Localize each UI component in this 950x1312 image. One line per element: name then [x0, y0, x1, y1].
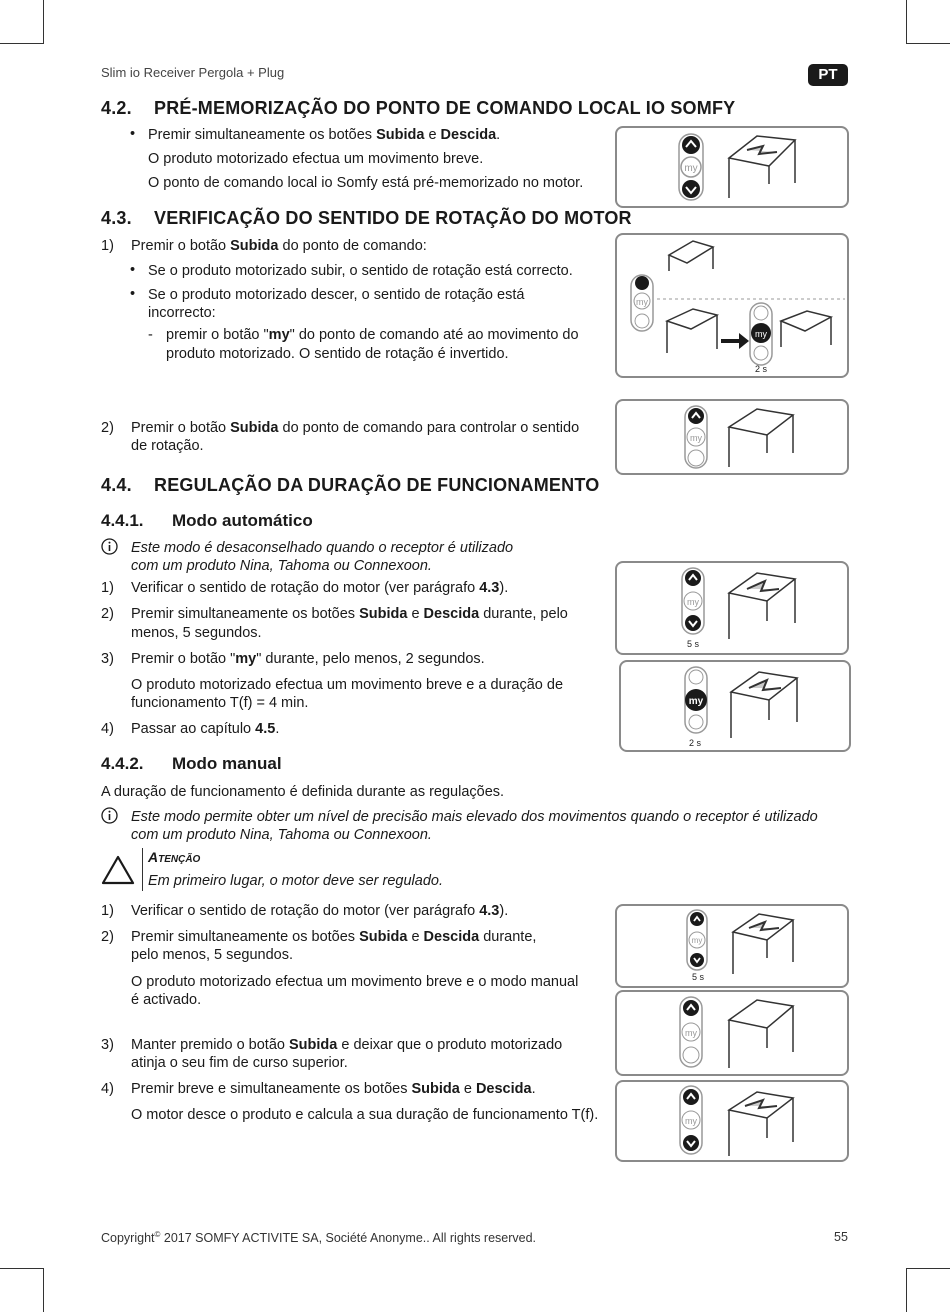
duration-caption: 5 s — [692, 972, 705, 982]
section-number: 4.2. — [101, 98, 132, 118]
illustration-hold-up — [615, 990, 849, 1076]
section-title: Modo automático — [172, 511, 313, 530]
crop-mark — [906, 0, 907, 44]
duration-caption: 2 s — [689, 738, 702, 748]
section-number: 4.4.1. — [101, 511, 144, 530]
step-text: incorrecto: — [148, 305, 216, 321]
remote-and-awning-drawing — [621, 662, 849, 750]
crop-mark — [906, 1268, 907, 1312]
section-heading-4-2 — [101, 98, 735, 119]
step-text: O produto motorizado efectua um movimento breve e a duração de — [131, 677, 564, 693]
warning-divider — [142, 848, 143, 891]
crop-mark — [0, 1268, 44, 1269]
step-text: funcionamento T(f) = 4 min. — [131, 695, 309, 711]
svg-text:my: my — [684, 163, 698, 174]
bullet: • — [130, 126, 136, 142]
bullet: • — [130, 286, 136, 302]
step-text: é activado. — [131, 992, 202, 1008]
step-number: 1) — [101, 580, 114, 596]
step-text: menos, 5 segundos. — [131, 625, 262, 641]
step-text: O motor desce o produto e calcula a sua duração de funcionamento T(f). — [131, 1107, 599, 1123]
step-number: 2) — [101, 606, 114, 622]
step-text: Manter premido o botão Subida e deixar que o produto motorizado — [131, 1037, 563, 1053]
step-text: Premir simultaneamente os botões Subida e Descida durante, — [131, 929, 537, 945]
step-text: O produto motorizado efectua um movimento breve. — [148, 151, 484, 167]
illustration-press-up-down — [615, 1080, 849, 1162]
svg-text:my: my — [691, 936, 703, 945]
crop-mark — [43, 1268, 44, 1312]
remote-and-awning-drawing — [617, 906, 847, 986]
step-text: Premir simultaneamente os botões Subida e Descida. — [148, 127, 501, 143]
remote-and-awning-drawing — [617, 1082, 847, 1160]
svg-text:my: my — [755, 329, 767, 339]
info-icon — [101, 807, 118, 824]
step-number: 3) — [101, 1037, 114, 1053]
step-text: Premir breve e simultaneamente os botões Subida e Descida. — [131, 1081, 536, 1097]
section-title: REGULAÇÃO DA DURAÇÃO DE FUNCIONAMENTO — [154, 475, 600, 495]
bullet: • — [130, 262, 136, 278]
step-text: O produto motorizado efectua um movimento breve e o modo manual — [131, 974, 579, 990]
subsection-heading-4-4-1 — [101, 511, 313, 531]
warning-title: Atenção — [148, 849, 201, 865]
duration-caption: 5 s — [687, 639, 700, 649]
step-number: 1) — [101, 238, 114, 254]
illustration-direction-check — [615, 233, 849, 378]
page-number: 55 — [834, 1230, 848, 1244]
step-text: Verificar o sentido de rotação do motor (ver parágrafo 4.3). — [131, 903, 509, 919]
svg-text:my: my — [636, 297, 648, 307]
dash: - — [148, 327, 153, 343]
section-title: PRÉ-MEMORIZAÇÃO DO PONTO DE COMANDO LOCAL IO SOMFY — [154, 98, 736, 118]
warning-text: Em primeiro lugar, o motor deve ser regulado. — [148, 873, 443, 889]
remote-and-awning-drawing — [617, 128, 847, 206]
crop-mark — [0, 43, 44, 44]
warning-icon — [101, 855, 135, 885]
intro-text: A duração de funcionamento é definida durante as regulações. — [101, 784, 505, 800]
illustration-hold-up-down-5s — [615, 561, 849, 655]
step-number: 3) — [101, 651, 114, 667]
illustration-press-up — [615, 399, 849, 475]
svg-text:my: my — [687, 597, 699, 607]
step-text: Premir o botão Subida do ponto de comando: — [131, 238, 427, 254]
step-text: de rotação. — [131, 438, 204, 454]
svg-text:my: my — [685, 1116, 697, 1126]
note-text: Este modo permite obter um nível de precisão mais elevado dos movimentos quando o receptor é utilizado — [131, 809, 818, 825]
step-text: pelo menos, 5 segundos. — [131, 947, 294, 963]
svg-text:my: my — [690, 433, 702, 443]
step-text: produto motorizado. O sentido de rotação é invertido. — [166, 346, 509, 362]
section-heading-4-3 — [101, 208, 632, 229]
step-text: premir o botão "my" do ponto de comando até ao movimento do — [166, 327, 579, 343]
copyright-footer: Copyright© 2017 SOMFY ACTIVITE SA, Société Anonyme.. All rights reserved. — [101, 1230, 537, 1246]
note-text: com um produto Nina, Tahoma ou Connexoon. — [131, 827, 432, 843]
step-text: O ponto de comando local io Somfy está pré-memorizado no motor. — [148, 175, 584, 191]
step-text: Verificar o sentido de rotação do motor (ver parágrafo 4.3). — [131, 580, 509, 596]
step-text: Se o produto motorizado descer, o sentido de rotação está — [148, 287, 525, 303]
section-title: Modo manual — [172, 754, 282, 773]
section-heading-4-4 — [101, 475, 599, 496]
language-badge: PT — [808, 64, 848, 86]
svg-text:my: my — [688, 696, 704, 707]
svg-text:my: my — [685, 1028, 697, 1038]
section-title: VERIFICAÇÃO DO SENTIDO DE ROTAÇÃO DO MOTOR — [154, 208, 632, 228]
direction-check-drawing — [617, 235, 847, 376]
illustration-hold-up-down-5s — [615, 904, 849, 988]
illustration-press-up-down — [615, 126, 849, 208]
step-number: 2) — [101, 420, 114, 436]
crop-mark — [906, 43, 950, 44]
info-icon — [101, 538, 118, 555]
remote-and-awning-drawing — [617, 563, 847, 653]
note-text: Este modo é desaconselhado quando o receptor é utilizado — [131, 540, 514, 556]
section-number: 4.3. — [101, 208, 132, 228]
step-text: Se o produto motorizado subir, o sentido de rotação está correcto. — [148, 263, 573, 279]
remote-and-awning-drawing — [617, 992, 847, 1074]
document-header-title: Slim io Receiver Pergola + Plug — [101, 65, 285, 80]
section-number: 4.4.2. — [101, 754, 144, 773]
illustration-hold-my-2s — [619, 660, 851, 752]
step-text: Premir simultaneamente os botões Subida e Descida durante, pelo — [131, 606, 568, 622]
duration-caption: 2 s — [755, 364, 768, 374]
subsection-heading-4-4-2 — [101, 754, 282, 774]
step-number: 4) — [101, 721, 114, 737]
step-text: Premir o botão "my" durante, pelo menos, 2 segundos. — [131, 651, 485, 667]
step-number: 4) — [101, 1081, 114, 1097]
step-text: Premir o botão Subida do ponto de comando para controlar o sentido — [131, 420, 580, 436]
remote-and-awning-drawing — [617, 401, 847, 473]
step-number: 1) — [101, 903, 114, 919]
step-text: atinja o seu fim de curso superior. — [131, 1055, 348, 1071]
crop-mark — [906, 1268, 950, 1269]
section-number: 4.4. — [101, 475, 132, 495]
note-text: com um produto Nina, Tahoma ou Connexoon. — [131, 558, 432, 574]
step-text: Passar ao capítulo 4.5. — [131, 721, 280, 737]
crop-mark — [43, 0, 44, 44]
step-number: 2) — [101, 929, 114, 945]
